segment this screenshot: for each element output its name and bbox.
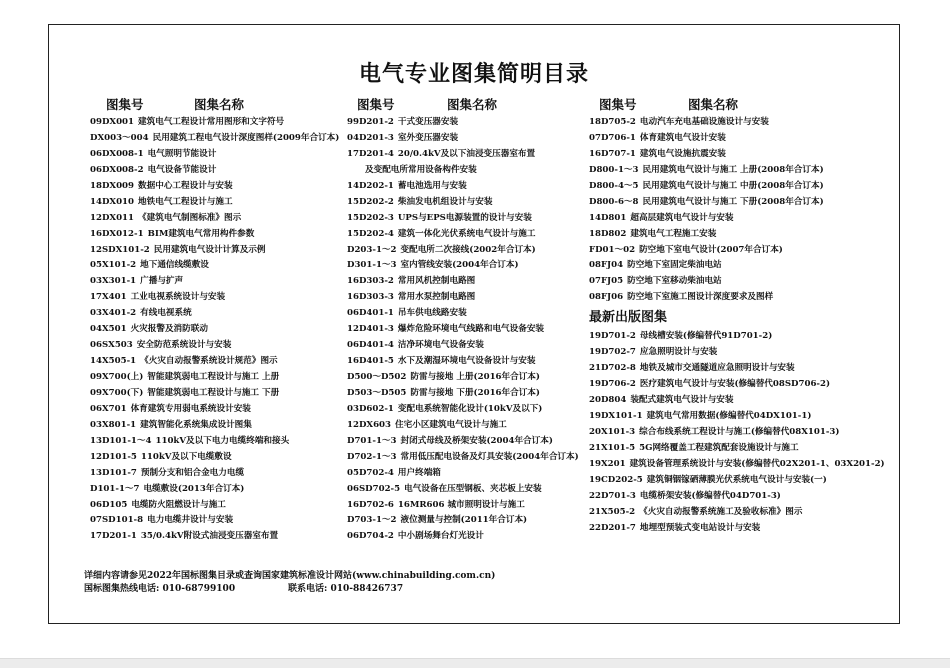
- atlas-name: 16MR606 城市照明设计与施工: [397, 499, 525, 510]
- atlas-number: 19X201: [589, 458, 626, 469]
- atlas-name: 超高层建筑电气设计与安装: [630, 212, 734, 223]
- atlas-name: 洁净环境电气设备安装: [397, 340, 484, 351]
- atlas-item: [347, 290, 579, 306]
- atlas-name: 安全防范系统设计与安装: [136, 340, 232, 351]
- atlas-item: [347, 195, 579, 211]
- atlas-item: [589, 393, 885, 409]
- footer-hotline: 国标图集热线电话: 010-68799100: [84, 584, 236, 594]
- atlas-number: 18DX009: [90, 180, 135, 191]
- atlas-number: 08FJ04: [589, 260, 624, 271]
- atlas-number: 16D702-6: [347, 499, 394, 510]
- atlas-name: 防空地下室固定柴油电站: [627, 260, 722, 271]
- atlas-item: [589, 115, 885, 131]
- atlas-number: 15D202-4: [347, 228, 394, 239]
- atlas-list: [589, 115, 885, 306]
- new-releases-list: [589, 329, 885, 536]
- atlas-item: [347, 402, 579, 418]
- atlas-number: 19CD202-5: [589, 474, 643, 485]
- atlas-item: [589, 290, 885, 306]
- atlas-name: 中小剧场舞台灯光设计: [397, 531, 484, 542]
- atlas-item: [589, 131, 885, 147]
- catalog-sheet: [48, 24, 900, 624]
- atlas-item: [90, 147, 339, 163]
- atlas-name: 智能建筑弱电工程设计与施工 下册: [147, 387, 280, 398]
- atlas-name: 及变配电所常用设备构件安装: [365, 164, 477, 175]
- header-atlas-name: 图集名称: [447, 97, 498, 112]
- atlas-name: 建筑智能化系统集成设计图集: [140, 419, 252, 430]
- atlas-number: 14D801: [589, 212, 627, 223]
- atlas-number: 12D401-3: [347, 324, 394, 335]
- atlas-number: 22D701-3: [589, 490, 636, 501]
- atlas-item: [347, 482, 579, 498]
- atlas-item: [589, 329, 885, 345]
- atlas-item: [589, 409, 885, 425]
- atlas-number: 07FJ05: [589, 276, 624, 287]
- atlas-item: [90, 529, 339, 545]
- atlas-name: 智能建筑弱电工程设计与施工 上册: [147, 372, 280, 382]
- atlas-item: [90, 290, 339, 306]
- atlas-name: 室内管线安装(2004年合订本): [400, 260, 519, 271]
- atlas-name: 综合布线系统工程设计与施工(修编替代08X101-3): [639, 426, 840, 437]
- atlas-name: 建筑一体化光伏系统电气设计与施工: [397, 228, 536, 239]
- atlas-name: 《火灾自动报警系统施工及验收标准》图示: [639, 506, 803, 517]
- atlas-name: 电气照明节能设计: [147, 148, 217, 159]
- atlas-number: 21X505-2: [589, 506, 636, 517]
- atlas-item: [347, 131, 579, 147]
- atlas-item: [90, 211, 339, 227]
- atlas-name: 防雷与接地 下册(2016年合订本): [410, 387, 540, 398]
- atlas-name: 民用建筑电气设计与施工 下册(2008年合订本): [642, 196, 824, 207]
- atlas-item: [90, 466, 339, 482]
- atlas-name: 建筑电气工程设计常用图形和文字符号: [138, 117, 285, 127]
- atlas-number: 09X700(下): [90, 387, 144, 398]
- atlas-name: 医疗建筑电气设计与安装(修编替代08SD706-2): [639, 379, 831, 390]
- atlas-name: 干式变压器安装: [397, 117, 459, 127]
- atlas-item: [589, 457, 885, 473]
- atlas-number: D503～D505: [347, 387, 407, 398]
- atlas-number: 12DX011: [90, 212, 135, 223]
- atlas-name: 防空地下室电气设计(2007年合订本): [639, 244, 783, 255]
- atlas-number: 16D707-1: [589, 148, 636, 159]
- atlas-number: D101-1～7: [90, 483, 140, 494]
- atlas-number: 03D602-1: [347, 403, 394, 414]
- atlas-item: [90, 131, 339, 147]
- atlas-item: [347, 211, 579, 227]
- atlas-item: [347, 274, 579, 290]
- atlas-item: [90, 227, 339, 243]
- atlas-number: 06D401-4: [347, 340, 394, 351]
- atlas-number: 03X401-2: [90, 308, 137, 319]
- atlas-name: 电缆敷设(2013年合订本): [143, 483, 245, 494]
- atlas-number: D702-1～3: [347, 451, 397, 462]
- atlas-number: 06D401-1: [347, 308, 394, 319]
- atlas-name: 地铁及城市交通隧道应急照明设计与安装: [639, 363, 795, 374]
- atlas-list: [90, 115, 339, 545]
- atlas-item: [90, 513, 339, 529]
- atlas-item: [90, 179, 339, 195]
- atlas-number: DX003～004: [90, 132, 149, 143]
- atlas-name: 电气设备在压型钢板、夹芯板上安装: [404, 483, 542, 494]
- atlas-number: 09DX001: [90, 117, 135, 127]
- atlas-number: 12DX603: [347, 419, 392, 430]
- atlas-name: 体育建筑专用弱电系统设计安装: [130, 403, 251, 414]
- header-atlas-no: 图集号: [106, 97, 144, 112]
- atlas-number: 18D802: [589, 228, 627, 239]
- atlas-number: 99D201-2: [347, 117, 394, 127]
- atlas-item: [90, 195, 339, 211]
- atlas-item: [347, 434, 579, 450]
- atlas-name: 110kV及以下电力电缆终端和接头: [155, 435, 290, 446]
- header-atlas-name: 图集名称: [194, 97, 245, 112]
- atlas-name: 地埋型预装式变电站设计与安装: [639, 522, 761, 533]
- atlas-item: [90, 274, 339, 290]
- atlas-name: 地下通信线缆敷设: [140, 260, 209, 271]
- atlas-number: 17X401: [90, 292, 127, 303]
- atlas-number: 07D706-1: [589, 132, 636, 143]
- atlas-item: [347, 354, 579, 370]
- atlas-name: 民用建筑电气设计计算及示例: [153, 244, 266, 255]
- atlas-number: 04X501: [90, 324, 127, 335]
- atlas-item: [347, 338, 579, 354]
- atlas-name: 柴油发电机组设计与安装: [397, 196, 493, 207]
- atlas-name: 火灾报警及消防联动: [130, 324, 208, 335]
- atlas-name: 母线槽安装(修编替代91D701-2): [639, 331, 773, 342]
- atlas-name: 变配电系统智能化设计(10kV及以下): [397, 403, 543, 414]
- atlas-item: [90, 243, 339, 259]
- atlas-number: FD01～02: [589, 244, 636, 255]
- atlas-item: [90, 163, 339, 179]
- atlas-name: 防空地下室移动柴油电站: [627, 276, 722, 287]
- header-atlas-no: 图集号: [599, 97, 637, 112]
- atlas-number: 06DX008-1: [90, 148, 144, 159]
- atlas-number: 07SD101-8: [90, 515, 144, 526]
- atlas-number: 06D704-2: [347, 531, 394, 542]
- atlas-number: D301-1～3: [347, 260, 397, 271]
- atlas-number: 15D202-2: [347, 196, 394, 207]
- atlas-item: [589, 505, 885, 521]
- catalog-column-3: [589, 95, 885, 536]
- atlas-item: [90, 498, 339, 514]
- atlas-number: 16DX012-1: [90, 228, 144, 239]
- atlas-name: 蓄电池选用与安装: [397, 180, 467, 191]
- atlas-number: 16D303-3: [347, 292, 394, 303]
- atlas-item: [347, 227, 579, 243]
- atlas-number: 13D101-7: [90, 467, 137, 478]
- atlas-name: 电缆桥架安装(修编替代04D701-3): [639, 490, 781, 501]
- atlas-number: 04D201-3: [347, 132, 394, 143]
- atlas-name: 体育建筑电气设计安装: [639, 132, 726, 143]
- atlas-name: 110kV及以下电缆敷设: [140, 451, 232, 462]
- atlas-number: 19DX101-1: [589, 410, 643, 421]
- atlas-name: 建筑电气常用数据(修编替代04DX101-1): [646, 410, 812, 421]
- atlas-item: [347, 529, 579, 545]
- atlas-item: [589, 163, 885, 179]
- atlas-item: [90, 418, 339, 434]
- atlas-item: [90, 386, 339, 402]
- atlas-number: D500～D502: [347, 372, 407, 382]
- atlas-list: [347, 115, 579, 545]
- atlas-number: 06SX503: [90, 340, 133, 351]
- atlas-item: [347, 370, 579, 386]
- atlas-number: 06SD702-5: [347, 483, 401, 494]
- atlas-name: 用户终端箱: [397, 467, 441, 478]
- atlas-name: 电力电缆井设计与安装: [147, 515, 234, 526]
- atlas-item: [347, 386, 579, 402]
- atlas-item: [90, 370, 339, 386]
- atlas-item: [589, 179, 885, 195]
- atlas-name: 室外变压器安装: [397, 132, 459, 143]
- atlas-number: D203-1～2: [347, 244, 397, 255]
- atlas-item: [347, 418, 579, 434]
- atlas-item: [347, 147, 579, 163]
- atlas-number: 14D202-1: [347, 180, 394, 191]
- atlas-name: 变配电所二次接线(2002年合订本): [400, 244, 536, 255]
- atlas-item: [347, 322, 579, 338]
- atlas-item: [589, 195, 885, 211]
- column-header: [589, 95, 885, 113]
- atlas-name: 民用建筑电气设计与施工 上册(2008年合订本): [642, 164, 824, 175]
- atlas-name: 有线电视系统: [140, 308, 192, 319]
- atlas-name: 建筑电气工程施工安装: [630, 228, 717, 239]
- atlas-name: 电缆防火阻燃设计与施工: [131, 499, 226, 510]
- atlas-item: [90, 434, 339, 450]
- footer-contact: 联系电话: 010-88426737: [288, 584, 404, 594]
- atlas-item: [347, 498, 579, 514]
- atlas-name: 地铁电气工程设计与施工: [138, 196, 233, 207]
- atlas-item: [347, 115, 579, 131]
- atlas-number: D701-1～3: [347, 435, 397, 446]
- atlas-number: 21X101-5: [589, 442, 636, 453]
- atlas-name: 封闭式母线及桥架安装(2004年合订本): [400, 435, 553, 446]
- atlas-name: 吊车供电线路安装: [397, 308, 467, 319]
- atlas-item: [90, 115, 339, 131]
- atlas-number: D703-1～2: [347, 515, 397, 526]
- atlas-number: D800-1～3: [589, 164, 639, 175]
- atlas-item: [90, 482, 339, 498]
- atlas-name: 电气设备节能设计: [147, 164, 217, 175]
- atlas-number: 20D804: [589, 395, 627, 405]
- footer-phones: [84, 583, 495, 596]
- atlas-name: 住宅小区建筑电气设计与施工: [395, 419, 507, 430]
- footer: [84, 570, 495, 596]
- atlas-number: 12D101-5: [90, 451, 137, 462]
- atlas-item: [90, 322, 339, 338]
- atlas-number: 17D201-4: [347, 148, 394, 159]
- atlas-number: 16D303-2: [347, 276, 394, 287]
- atlas-number: 16D401-5: [347, 356, 394, 367]
- atlas-name: 常用风机控制电路图: [397, 276, 476, 287]
- atlas-number: 12SDX101-2: [90, 244, 150, 255]
- atlas-name: 《火灾自动报警系统设计规范》图示: [140, 356, 278, 367]
- footer-website-note: 详细内容请参见2022年国标图集目录或查询国家建筑标准设计网站(www.chinabuilding.com.cn): [84, 571, 496, 581]
- atlas-number: 19D706-2: [589, 379, 636, 390]
- atlas-item: [589, 227, 885, 243]
- atlas-name: 建筑设备管理系统设计与安装(修编替代02X201-1、03X201-2): [629, 458, 885, 469]
- atlas-number: 14X505-1: [90, 356, 137, 367]
- atlas-number: 14DX010: [90, 196, 135, 207]
- atlas-number: 19D701-2: [589, 331, 636, 342]
- atlas-number: 19D702-7: [589, 347, 636, 358]
- atlas-item: [347, 179, 579, 195]
- column-header: [347, 95, 579, 113]
- atlas-number: 05X101-2: [90, 260, 137, 271]
- atlas-number: 18D705-2: [589, 117, 636, 127]
- atlas-item: [589, 345, 885, 361]
- atlas-name: 民用建筑工程电气设计深度图样(2009年合订本): [152, 132, 340, 143]
- atlas-number: D800-6～8: [589, 196, 639, 207]
- atlas-item: [90, 402, 339, 418]
- atlas-number: 17D201-1: [90, 531, 137, 542]
- atlas-name: 液位测量与控制(2011年合订本): [400, 515, 528, 526]
- atlas-number: 06DX008-2: [90, 164, 144, 175]
- atlas-item: [90, 354, 339, 370]
- atlas-item: [90, 306, 339, 322]
- atlas-item: [90, 338, 339, 354]
- atlas-item: [347, 466, 579, 482]
- atlas-name: 建筑铜铟镓硒薄膜光伏系统电气设计与安装(一): [646, 474, 827, 485]
- atlas-name: BIM建筑电气常用构件参数: [147, 228, 255, 239]
- atlas-item: [347, 513, 579, 529]
- atlas-item: [90, 450, 339, 466]
- atlas-item: [589, 377, 885, 393]
- atlas-number: 06X701: [90, 403, 127, 414]
- catalog-column-2: [347, 95, 579, 545]
- atlas-item: [589, 147, 885, 163]
- atlas-item: [589, 211, 885, 227]
- atlas-name: 工业电视系统设计与安装: [130, 292, 226, 303]
- atlas-name: 广播与扩声: [140, 276, 184, 287]
- atlas-name: 装配式建筑电气设计与安装: [630, 395, 734, 405]
- atlas-name: 防雷与接地 上册(2016年合订本): [410, 372, 540, 382]
- atlas-name: 常用低压配电设备及灯具安装(2004年合订本): [400, 451, 579, 462]
- atlas-name: UPS与EPS电源装置的设计与安装: [397, 212, 532, 223]
- atlas-number: 20X101-3: [589, 426, 636, 437]
- atlas-item: [589, 489, 885, 505]
- new-releases-heading: 最新出版图集: [589, 310, 668, 326]
- atlas-name: 应急照明设计与安装: [639, 347, 718, 358]
- atlas-item: [589, 258, 885, 274]
- atlas-item: [347, 258, 579, 274]
- atlas-item: [589, 361, 885, 377]
- atlas-name: 民用建筑电气设计与施工 中册(2008年合订本): [642, 180, 824, 191]
- atlas-item: [589, 425, 885, 441]
- atlas-item: [347, 243, 579, 259]
- atlas-number: 09X700(上): [90, 372, 144, 382]
- header-atlas-name: 图集名称: [688, 97, 739, 112]
- catalog-column-1: [90, 95, 339, 545]
- atlas-item: [90, 258, 339, 274]
- atlas-name: 35/0.4kV附设式油浸变压器室布置: [140, 531, 279, 542]
- atlas-name: 爆炸危险环境电气线路和电气设备安装: [397, 324, 545, 335]
- atlas-item: [589, 521, 885, 537]
- atlas-item: [589, 243, 885, 259]
- atlas-name: 建筑电气设施抗震安装: [639, 148, 726, 159]
- atlas-number: 06D105: [90, 499, 128, 510]
- page-title: 电气专业图集简明目录: [358, 62, 589, 87]
- atlas-number: D800-4～5: [589, 180, 639, 191]
- atlas-number: 08FJ06: [589, 292, 624, 303]
- atlas-item: [589, 274, 885, 290]
- atlas-item: [347, 306, 579, 322]
- atlas-name: 20/0.4kV及以下油浸变压器室布置: [397, 148, 536, 159]
- atlas-name: 电动汽车充电基础设施设计与安装: [639, 117, 769, 127]
- atlas-number: 03X301-1: [90, 276, 137, 287]
- atlas-name: 预制分支和铝合金电力电缆: [140, 467, 245, 478]
- atlas-item: [347, 163, 579, 179]
- atlas-number: 13D101-1～4: [90, 435, 152, 446]
- atlas-number: 21D702-8: [589, 363, 636, 374]
- atlas-name: 水下及潮湿环境电气设备设计与安装: [397, 356, 536, 367]
- atlas-number: 05D702-4: [347, 467, 394, 478]
- atlas-name: 防空地下室施工图设计深度要求及图样: [627, 292, 774, 303]
- atlas-item: [589, 473, 885, 489]
- atlas-item: [347, 450, 579, 466]
- atlas-number: 15D202-3: [347, 212, 394, 223]
- atlas-number: 22D201-7: [589, 522, 636, 533]
- atlas-name: 常用水泵控制电路图: [397, 292, 476, 303]
- atlas-number: 03X801-1: [90, 419, 137, 430]
- header-atlas-no: 图集号: [357, 97, 395, 112]
- atlas-name: 数据中心工程设计与安装: [138, 180, 233, 191]
- atlas-name: 《建筑电气制图标准》图示: [138, 212, 242, 223]
- atlas-name: 5G网络覆盖工程建筑配套设施设计与施工: [639, 442, 799, 453]
- column-header: [90, 95, 339, 113]
- atlas-item: [589, 441, 885, 457]
